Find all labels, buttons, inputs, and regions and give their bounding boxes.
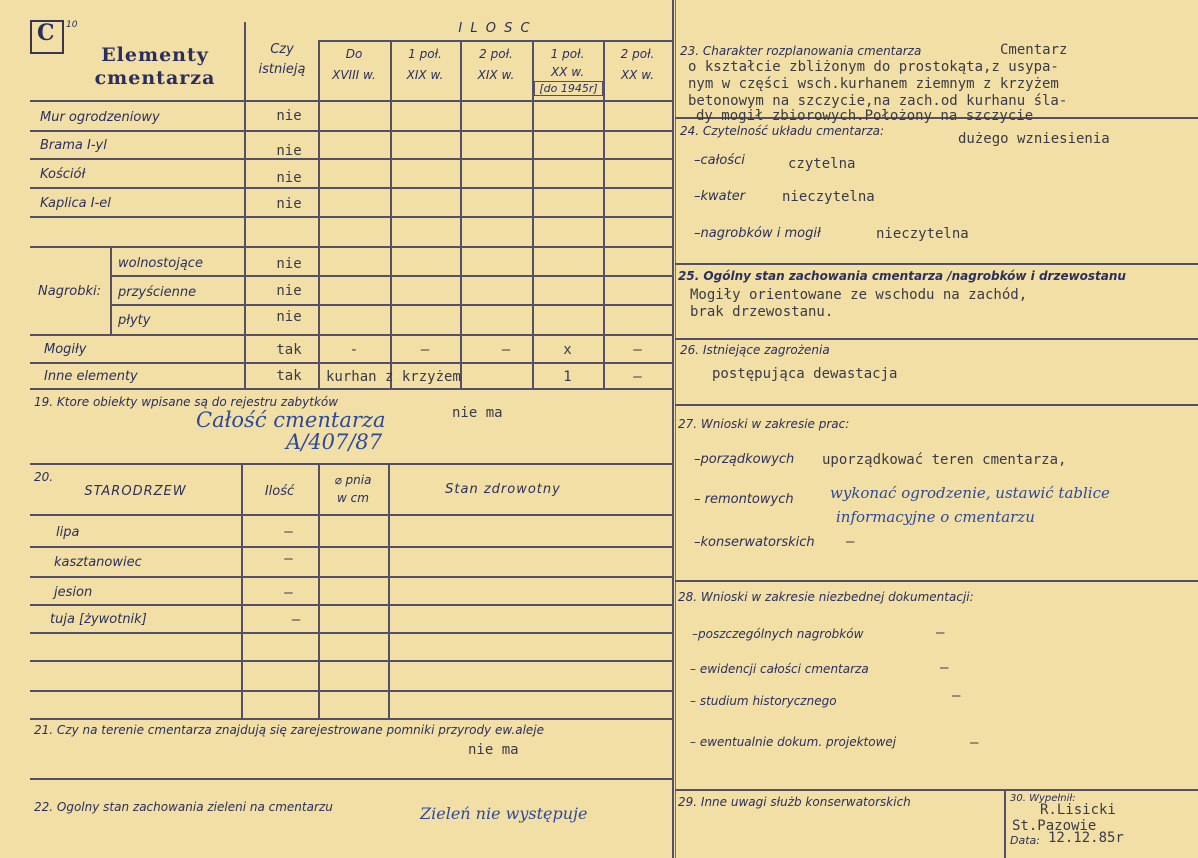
mogily-c5: –	[633, 342, 642, 358]
starodrzew-header: STARODRZEW	[84, 484, 187, 499]
ilosc-tree-header: Ilość	[264, 484, 295, 499]
elements-title-line1: Elementy	[101, 44, 209, 66]
q27-p3-label: –konserwatorskich	[694, 535, 815, 550]
col-header: 2 poł.	[620, 47, 655, 61]
col-header: XX w.	[620, 68, 655, 82]
nagrobki-type: wolnostojące	[118, 256, 203, 271]
element-value: nie	[276, 108, 302, 124]
nagrobki-label: Nagrobki:	[38, 284, 102, 299]
q28-item-label: – studium historycznego	[690, 694, 837, 708]
element-label: Kościół	[40, 167, 86, 182]
col-header: [do 1945r]	[534, 81, 603, 96]
q24-extra: dużego wzniesienia	[958, 131, 1110, 147]
q24-label: 24. Czytelność układu cmentarza:	[680, 124, 885, 138]
q23-line: o kształcie zbliżonym do prostokąta,z usypa-	[688, 59, 1059, 75]
nagrobki-value: nie	[276, 283, 302, 299]
q20-num: 20.	[34, 470, 54, 484]
q23-line: betonowym na szczycie,na zach.od kurhanu śla-	[688, 93, 1068, 109]
q25-line: Mogiły orientowane ze wschodu na zachód,	[690, 287, 1028, 303]
q27-label: 27. Wnioski w zakresie prac:	[678, 417, 850, 431]
q19-hand-2: A/407/87	[286, 430, 383, 454]
col-header: XIX w.	[477, 68, 515, 82]
tree-qty: –	[291, 612, 301, 628]
q28-item-value: –	[940, 660, 949, 676]
q24-item-label: –kwater	[694, 189, 746, 204]
q30-name-2: St.Pazowie	[1012, 818, 1097, 834]
q27-p1-label: –porządkowych	[694, 452, 795, 467]
element-value: nie	[276, 170, 302, 186]
inne-text: kurhan z krzyżem	[326, 369, 461, 385]
inne-value: tak	[276, 368, 302, 384]
q30-label: 30. Wypełnił:	[1010, 793, 1076, 804]
q23-label: 23. Charakter rozplanowania cmentarza	[680, 44, 922, 58]
q30-date: 12.12.85r	[1048, 830, 1124, 846]
q28-item-label: –poszczególnych nagrobków	[692, 627, 864, 641]
q28-item-label: – ewidencji całości cmentarza	[690, 662, 869, 676]
q24-item-label: –całości	[694, 153, 745, 168]
mogily-c2: –	[420, 342, 430, 358]
col-header: Do	[345, 47, 363, 61]
tree-name: tuja [żywotnik]	[50, 612, 147, 627]
tree-qty: –	[284, 585, 293, 601]
inne-label: Inne elementy	[44, 369, 138, 384]
mogily-c4: x	[563, 342, 572, 358]
pnia-header-2: w cm	[337, 491, 369, 505]
col-header: XIX w.	[406, 68, 444, 82]
q24-item-value: nieczytelna	[876, 226, 969, 242]
q26-value: postępująca dewastacja	[712, 366, 898, 382]
q28-label: 28. Wnioski w zakresie niezbednej dokumentacji:	[678, 590, 974, 604]
q27-p3-value: –	[846, 534, 855, 550]
q22-hand: Zieleń nie występuje	[420, 804, 588, 823]
q30-name: R.Lisicki	[1040, 802, 1116, 818]
nagrobki-type: płyty	[118, 313, 151, 328]
q27-p2-hand-2: informacyjne o cmentarzu	[836, 508, 1035, 526]
q25-line: brak drzewostanu.	[690, 304, 834, 320]
element-value: nie	[276, 143, 302, 159]
q29-label: 29. Inne uwagi służb konserwatorskich	[678, 795, 911, 809]
elements-title-line2: cmentarza	[94, 67, 216, 89]
q28-item-value: –	[936, 625, 945, 641]
q23-line: nym w części wsch.kurhanem ziemnym z krzyżem	[688, 76, 1059, 92]
q27-p2-hand-1: wykonać ogrodzenie, ustawić tablice	[830, 484, 1110, 502]
mogily-c1: -	[349, 342, 359, 358]
q27-p2-label: – remontowych	[694, 492, 794, 507]
nagrobki-type: przyścienne	[118, 285, 197, 300]
element-label: Kaplica I-el	[40, 196, 111, 211]
tree-name: kasztanowiec	[54, 555, 142, 570]
q22-label: 22. Ogolny stan zachowania zieleni na cmentarzu	[34, 800, 333, 814]
q19-typed: nie ma	[452, 405, 503, 421]
mogily-c3: –	[501, 342, 511, 358]
q30-date-label: Data:	[1010, 834, 1040, 847]
col-header: 1 poł.	[550, 47, 585, 61]
tree-qty: –	[284, 551, 293, 567]
q25-label: 25. Ogólny stan zachowania cmentarza /nagrobków i drzewostanu	[678, 269, 1126, 283]
pnia-header-1: ⌀ pnia	[334, 473, 372, 487]
q23-line: dy mogił zbiorowych.Położony na szczycie	[696, 108, 1034, 124]
nagrobki-value: nie	[276, 256, 302, 272]
q24-item-value: nieczytelna	[782, 189, 875, 205]
q28-item-label: – ewentualnie dokum. projektowej	[690, 735, 897, 749]
q28-item-value: –	[970, 735, 979, 751]
element-label: Mur ogrodzeniowy	[40, 110, 160, 125]
q19-hand-1: Całość cmentarza	[196, 408, 386, 432]
tree-qty: –	[284, 524, 293, 540]
element-label: Brama I-yl	[40, 138, 107, 153]
q28-item-value: –	[952, 688, 961, 704]
inne-c5: –	[633, 369, 642, 385]
tree-name: jesion	[54, 585, 93, 600]
corner-number: 10	[66, 20, 78, 30]
col-header: 2 poł.	[479, 47, 513, 61]
q24-item-value: czytelna	[788, 156, 856, 172]
tree-name: lipa	[56, 525, 80, 540]
q21-label: 21. Czy na terenie cmentarza znajdują się zarejestrowane pomniki przyrody ew.aleje	[34, 723, 545, 737]
q23-line: Cmentarz	[1000, 42, 1068, 58]
corner-letter: C	[37, 20, 55, 46]
col-header: XVIII w.	[332, 68, 376, 82]
q19-label: 19. Ktore obiekty wpisane są do rejestru zabytków	[34, 395, 339, 409]
inne-c4: 1	[563, 369, 572, 385]
mogily-label: Mogiły	[44, 342, 87, 357]
q27-p1-value: uporządkować teren cmentarza,	[822, 452, 1067, 468]
col-header: XX w.	[550, 65, 585, 79]
stan-header: Stan zdrowotny	[445, 482, 561, 497]
q24-item-label: –nagrobków i mogił	[694, 226, 821, 241]
nagrobki-value: nie	[276, 309, 302, 325]
mogily-value: tak	[276, 342, 302, 358]
czy-header-1: Czy	[270, 42, 294, 57]
element-value: nie	[276, 196, 302, 212]
col-header: 1 poł.	[408, 47, 442, 61]
ilosc-header: I L O S C	[458, 21, 532, 36]
czy-header-2: istnieją	[258, 62, 306, 77]
q21-typed: nie ma	[468, 742, 519, 758]
q26-label: 26. Istniejące zagrożenia	[680, 343, 830, 357]
